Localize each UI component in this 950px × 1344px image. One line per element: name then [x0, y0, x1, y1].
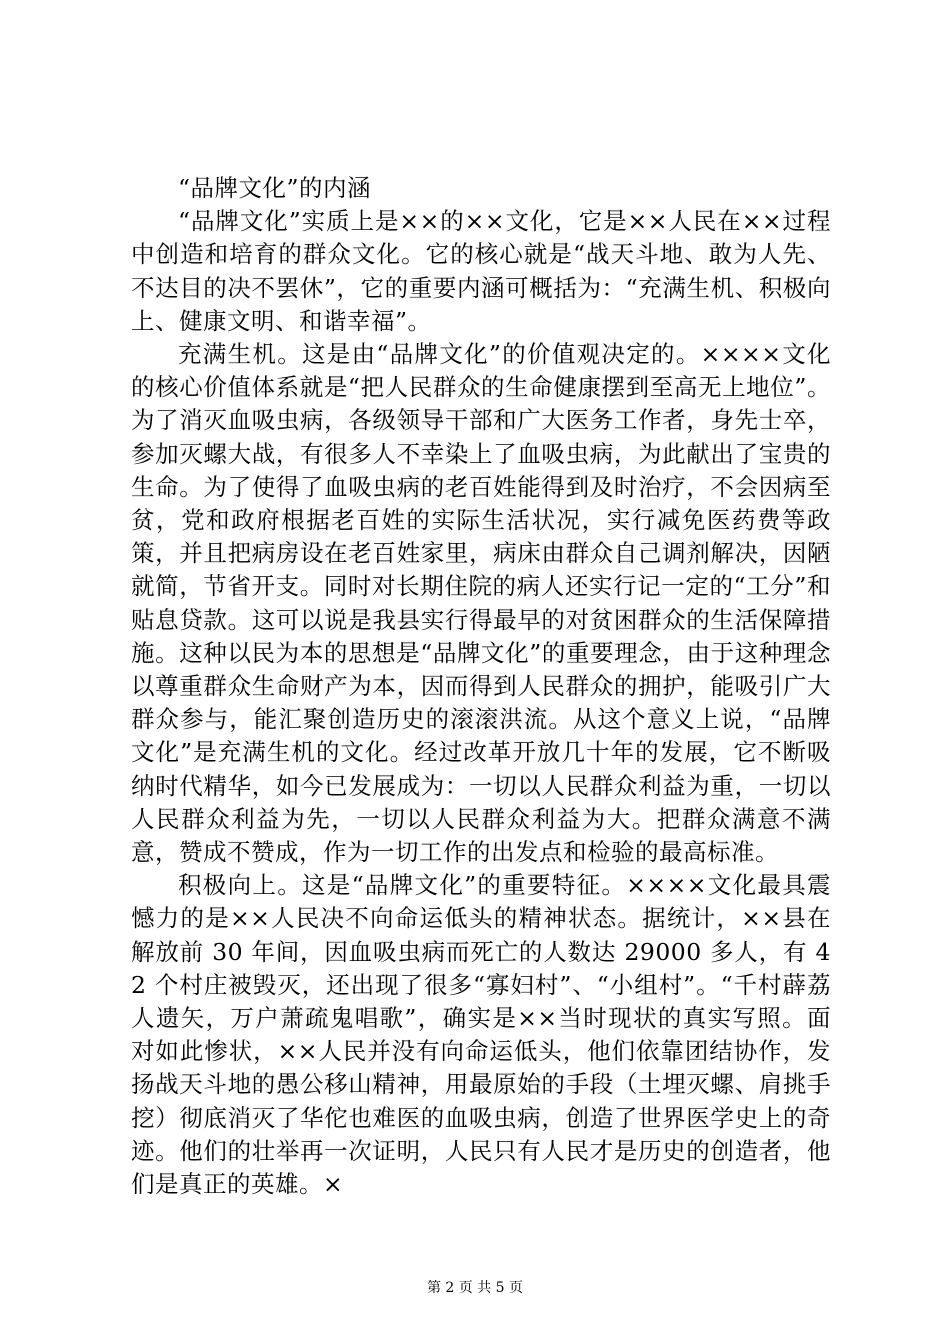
- document-body: [131, 172, 831, 1201]
- paragraph-intro: “品牌文化”实质上是××的××文化，它是××人民在××过程中创造和培育的群众文化。它的核心就是“战天斗地、敢为人先、不达目的决不罢休”，它的重要内涵可概括为：“充满生机、积极向上、健康文明、和谐幸福”。: [131, 207, 831, 335]
- section-heading: “品牌文化”的内涵: [178, 174, 372, 202]
- paragraph-vitality: 充满生机。这是由“品牌文化”的价值观决定的。××××文化的核心价值体系就是“把人民群众的生命健康摆到至高无上地位”。为了消灭血吸虫病，各级领导干部和广大医务工作者，身先士卒，参加灭螺大战，有很多人不幸染上了血吸虫病，为此献出了宝贵的生命。为了使得了血吸虫病的老百姓能得到及时治疗，不会因病至贫，党和政府根据老百姓的实际生活状况，实行减免医药费等政策，并且把病房设在老百姓家里，病床由群众自己调剂解决，因陋就简，节省开支。同时对长期住院的病人还实行记一定的“工分”和贴息贷款。这可以说是我县实行得最早的对贫困群众的生活保障措施。这种以民为本的思想是“品牌文化”的重要理念，由于这种理念以尊重群众生命财产为本，因而得到人民群众的拥护，能吸引广大群众参与，能汇聚创造历史的滚滚洪流。从这个意义上说，“品牌文化”是充满生机的文化。经过改革开放几十年的发展，它不断吸纳时代精华，如今已发展成为：一切以人民群众利益为重，一切以人民群众利益为先，一切以人民群众利益为大。把群众满意不满意，赞成不赞成，作为一切工作的出发点和检验的最高标准。: [131, 340, 831, 867]
- paragraph-positive: 积极向上。这是“品牌文化”的重要特征。××××文化最具震憾力的是××人民决不向命运低头的精神状态。据统计，××县在解放前 30 年间，因血吸虫病而死亡的人数达 29000 多人，有 42 个村庄被毁灭，还出现了很多“寡妇村”、“小组村”。“千村薜荔人遗矢，万户萧疏鬼唱歌”，确实是××当时现状的真实写照。面对如此惨状，××人民并没有向命运低头，他们依靠团结协作，发扬战天斗地的愚公移山精神，用最原始的手段（土埋灭螺、肩挑手挖）彻底消灭了华佗也难医的血吸虫病，创造了世界医学史上的奇迹。他们的壮举再一次证明，人民只有人民才是历史的创造者，他们是真正的英雄。×: [131, 871, 831, 1199]
- page-footer: 第 2 页 共 5 页: [426, 1280, 524, 1296]
